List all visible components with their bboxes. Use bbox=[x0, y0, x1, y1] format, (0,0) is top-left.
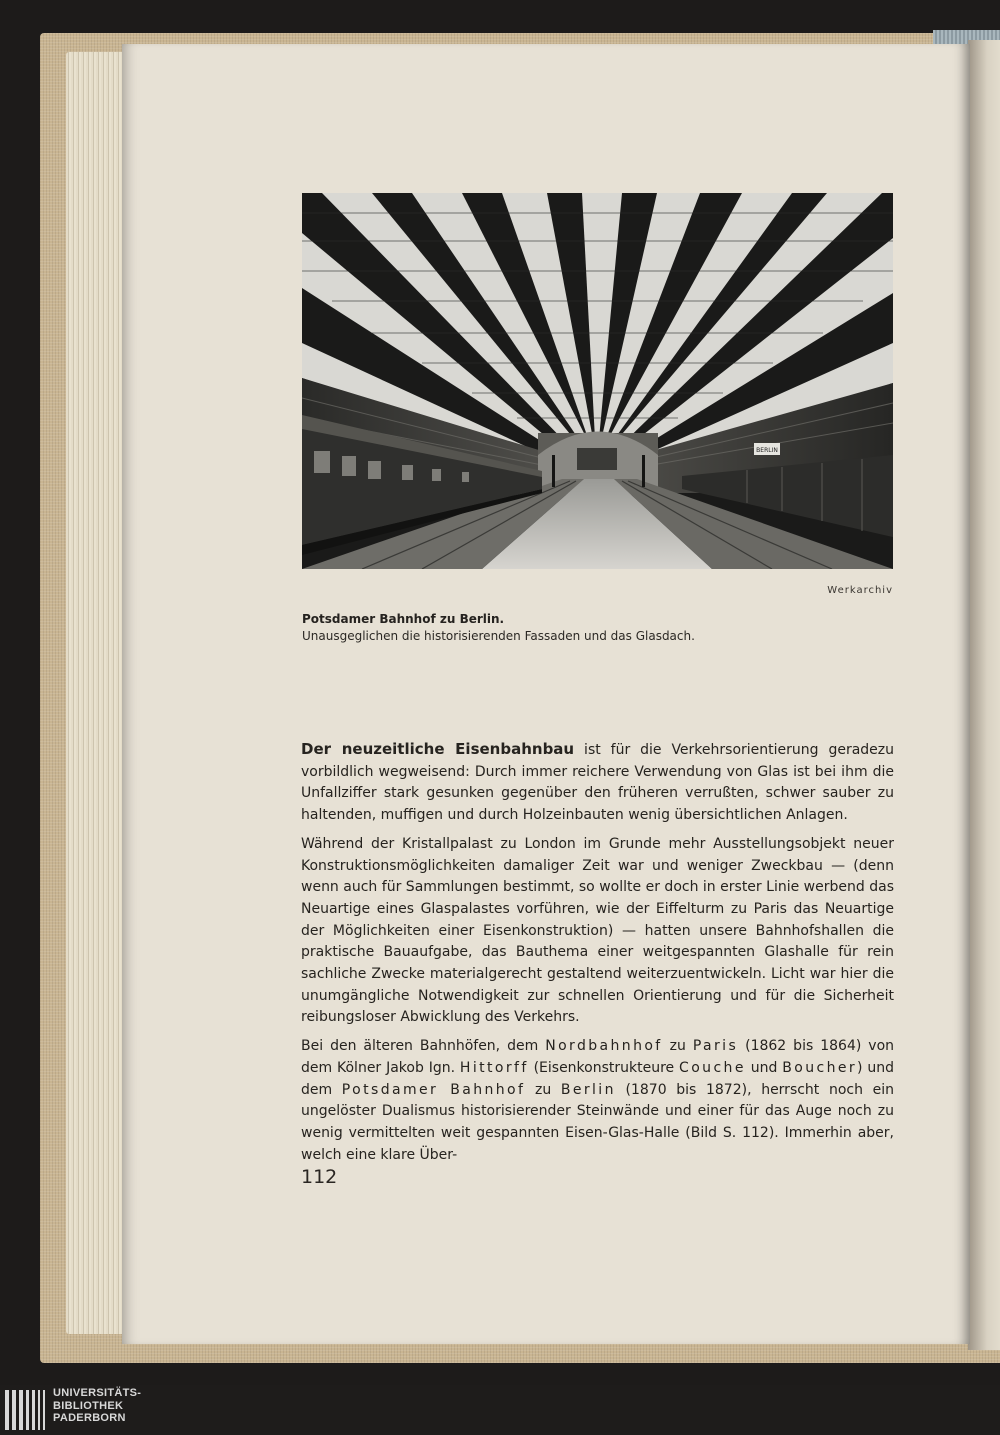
p3-part-e: und bbox=[745, 1059, 783, 1076]
paragraph-2: Während der Kristallpalast zu London im Grunde mehr Ausstellungsobjekt neuer Konstruktionsmöglichkeiten damaliger Zeit war und weniger Zweckbau — (denn wenn auch für Sammlungen bestimmt, so wollte er doch in erster Linie werbend das Neuartige eines Glaspalastes vorführen, wie der Eiffelturm zu Paris das Neuartige der Möglichkeiten einer Eisenkonstruktion) — hatten unsere Bahnhofshallen die praktische Bauaufgabe, das Bauthema einer weitgespannten Glashalle für rein sachliche Zwecke materialgerecht gestaltend weiterzuentwickeln. Licht war hier die unumgängliche Notwendigkeit zur schnellen Orientierung und für die Sicherheit reibungsloser Abwicklung des Verkehrs. bbox=[301, 835, 894, 1026]
p3-part-h: (1870 bis 1872), herrscht noch ein ungelöster Dualismus historisierender Steinwände und einer für das Auge noch zu wenig vermittelten weit gespannten Eisen-Glas-Halle (Bild S. 112). Immerhin aber, welch eine klare Über- bbox=[301, 1081, 894, 1163]
photo-illustration bbox=[302, 193, 893, 569]
p3-part-f: ) und dem bbox=[301, 1059, 894, 1098]
p3-hittorff: Hittorff bbox=[459, 1059, 529, 1076]
library-footer bbox=[0, 1385, 1000, 1435]
p3-paris: Paris bbox=[692, 1038, 739, 1055]
p3-potsdamer-bahnhof: Potsdamer Bahnhof bbox=[341, 1081, 526, 1098]
caption-title: Potsdamer Bahnhof zu Berlin. bbox=[302, 612, 505, 626]
p3-couche: Couche bbox=[679, 1059, 746, 1076]
p3-part-b: zu bbox=[662, 1038, 693, 1055]
p3-part-a: Bei den älteren Bahnhöfen, dem bbox=[301, 1038, 546, 1055]
library-name bbox=[53, 1387, 141, 1425]
paragraph-1-lead: Der neuzeitliche Eisenbahnbau bbox=[301, 740, 575, 758]
paragraph-1 bbox=[301, 739, 894, 827]
paragraph-3 bbox=[301, 1036, 894, 1166]
paragraph-1-text: ist für die Verkehrsorientierung geradezu vorbildlich wegweisend: Durch immer reichere Verwendung von Glas ist bei ihm die Unfallziffer stark gesunken gegenüber den früheren verrußten, schwer sauber zu haltenden, muffigen und durch Holzeinbauten wenig übersichtlichen Anlagen. bbox=[301, 742, 895, 824]
library-name-line-2: BIBLIOTHEK bbox=[53, 1399, 124, 1412]
p3-boucher: Boucher bbox=[782, 1059, 858, 1076]
p3-berlin: Berlin bbox=[560, 1081, 616, 1098]
library-name-line-1: UNIVERSITÄTS- bbox=[53, 1387, 142, 1399]
library-name-line-3: PADERBORN bbox=[53, 1412, 126, 1424]
facing-page-edge bbox=[968, 40, 1000, 1350]
p3-part-g: zu bbox=[525, 1081, 561, 1098]
page-number: 112 bbox=[301, 1166, 338, 1188]
photo-sign-text: BERLIN bbox=[756, 447, 778, 454]
p3-nordbahnhof: Nordbahnhof bbox=[545, 1038, 663, 1055]
p3-part-d: (Eisenkonstrukteure bbox=[528, 1059, 680, 1076]
station-hall-photo bbox=[302, 193, 893, 569]
library-logo-icon bbox=[5, 1388, 49, 1432]
caption-subtitle: Unausgeglichen die historisierenden Fassaden und das Glasdach. bbox=[302, 629, 695, 643]
body-text bbox=[301, 739, 894, 1173]
photo-credit: Werkarchiv bbox=[827, 585, 893, 596]
p3-part-c: (1862 bis 1864) von dem Kölner Jakob Ign. bbox=[301, 1038, 895, 1076]
